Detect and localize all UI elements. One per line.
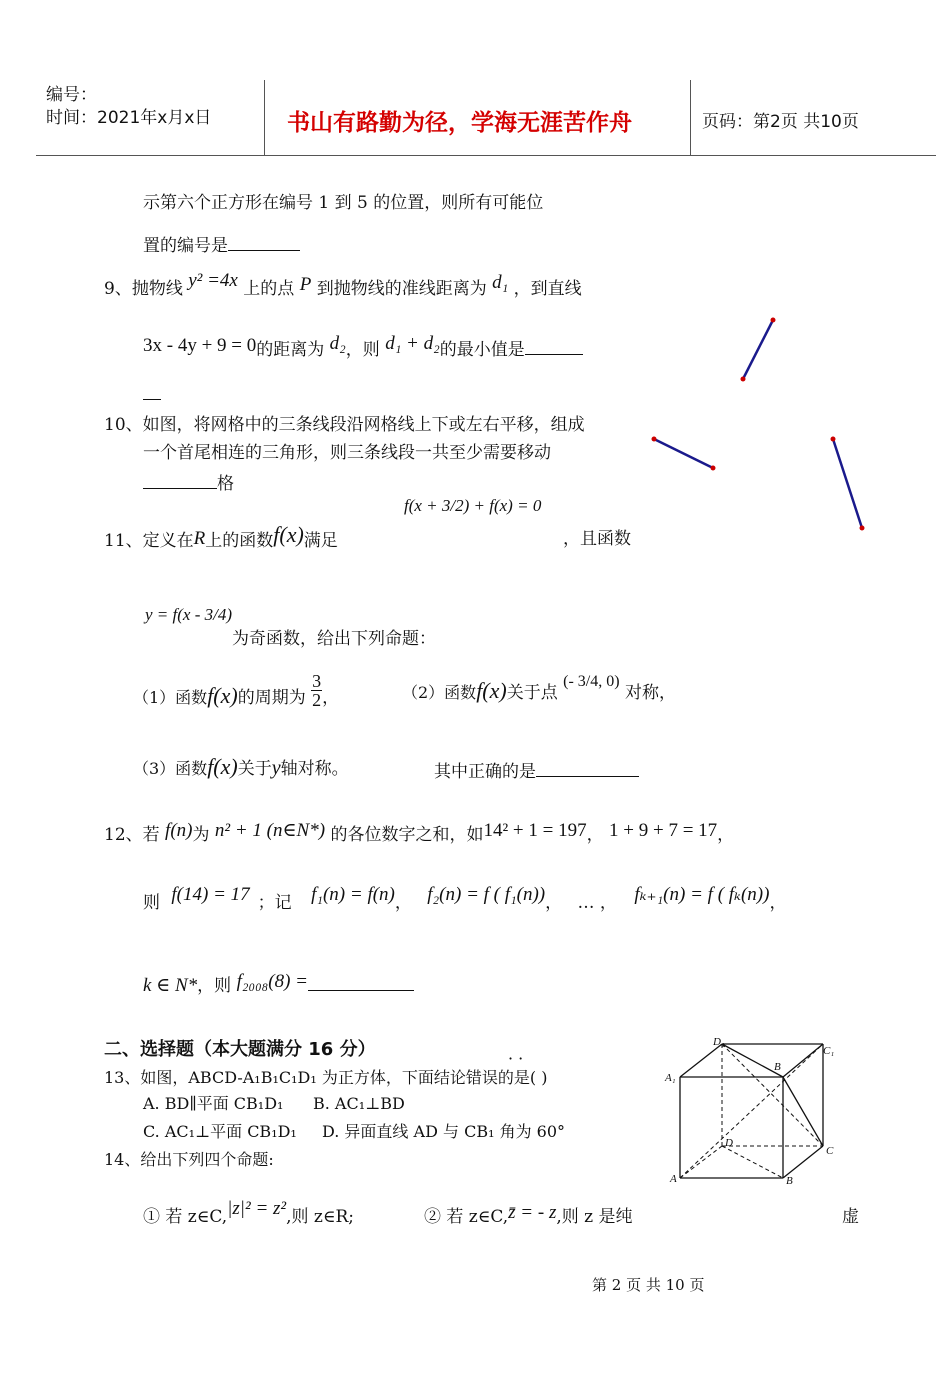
q14-c2c: 虚 <box>842 1207 859 1227</box>
q12-ex1: 14² + 1 = 197 <box>483 820 587 841</box>
q8-line2 <box>143 232 300 257</box>
q12-t2: 的各位数字之和，如 <box>330 825 484 845</box>
q10-unit: 格 <box>217 474 234 494</box>
q11-p1c: ， <box>322 688 340 708</box>
emphasis-dots: · · <box>508 1049 524 1068</box>
q13-optA: A. BD∥平面 CB₁D₁ <box>143 1094 284 1113</box>
q11-t1: 上的函数 <box>205 531 274 551</box>
q12-ji: ；记 <box>257 893 292 913</box>
code-label: 编号： <box>46 85 97 105</box>
hidden-B-D <box>722 1146 783 1178</box>
motto: 书山有路勤为径，学海无涯苦作舟 <box>287 110 632 136</box>
header-divider-left <box>264 80 265 156</box>
edge-B-C <box>783 1146 823 1178</box>
q14-line1b <box>424 1202 633 1228</box>
q13-stem: 13、如图，ABCD-A₁B₁C₁D₁ 为正方体，下面结论错误的是( ) <box>104 1068 548 1087</box>
answer-blank <box>143 470 217 489</box>
q11-y: y <box>271 757 281 779</box>
q12-fn: f(n) <box>165 820 193 841</box>
q9-t3: ，到直线 <box>513 279 582 299</box>
q11-R: R <box>193 528 206 549</box>
hidden-D1-C <box>722 1044 823 1146</box>
q12-num: 12、若 <box>104 825 160 845</box>
label-A: A <box>670 1173 677 1185</box>
q14-c1a: ① 若 z∈C, <box>143 1207 228 1227</box>
q11-which <box>434 758 639 783</box>
q9-line2 <box>143 333 583 361</box>
q14-c2a: ② 若 z∈C, <box>424 1207 509 1227</box>
q14-stem: 14、给出下列四个命题: <box>104 1150 274 1169</box>
q14-c1b: ,则 z∈R; <box>286 1207 354 1227</box>
q11-condition <box>404 496 541 516</box>
q9-t5: ，则 <box>345 340 380 360</box>
edge-B1-C1 <box>783 1044 823 1077</box>
q11-yfunc: y = f(x - 3/4) <box>145 605 232 624</box>
q11-p1b: 的周期为 <box>237 688 306 708</box>
answer-blank <box>536 758 639 777</box>
q9-sum: d₁ + d₂ <box>385 333 440 354</box>
q11-prop1 <box>133 671 340 717</box>
time-label: 时间：2021年x月x日 <box>46 108 212 128</box>
segment-b-end2 <box>711 466 716 471</box>
q12-ex2: 1 + 9 + 7 = 17 <box>609 820 718 841</box>
q12-f2: f₂(n) = f ( f₁(n)) <box>427 884 546 905</box>
page-footer: 第 2 页 共 10 页 <box>592 1276 705 1294</box>
page-info: 页码：第2页 共10页 <box>702 112 859 132</box>
answer-blank <box>228 232 300 251</box>
edge-B1-C <box>783 1077 823 1146</box>
label-A1: A₁ <box>665 1072 676 1084</box>
q11-p2c: 对称， <box>624 683 676 703</box>
q11-p2b: 关于点 <box>506 683 558 703</box>
q10-line3 <box>143 470 234 495</box>
q13-optB: B. AC₁⊥BD <box>313 1094 405 1113</box>
segment-b <box>654 439 713 468</box>
q9-line1 <box>104 270 582 300</box>
answer-blank <box>308 972 414 991</box>
segment-a-end2 <box>741 377 746 382</box>
q12-fk: fₖ₊₁(n) = f ( fₖ(n)) <box>634 884 770 905</box>
q12-f1: f₁(n) = f(n) <box>311 884 395 905</box>
label-C1: C₁ <box>823 1045 835 1057</box>
q11-p3b: 关于 <box>237 759 272 779</box>
q11-t4: 为奇函数，给出下列命题： <box>232 629 436 649</box>
q8-line2-text: 置的编号是 <box>143 236 228 256</box>
q9-t1: 上的点 <box>243 279 295 299</box>
period-fraction: $\frac{3}{2}$ <box>312 671 322 710</box>
q10-segments-figure <box>640 310 880 540</box>
q11-p3-fx: f(x) <box>207 754 238 779</box>
q9-d2: d₂ <box>329 333 346 354</box>
q12-f14: f(14) = 17 <box>171 884 250 905</box>
label-D: D <box>725 1137 733 1149</box>
q11-condition-expr: f(x + 3/2) + f(x) = 0 <box>404 496 542 515</box>
cube-figure <box>660 1032 850 1192</box>
q11-line1 <box>104 522 338 552</box>
q14-c2b: ,则 z 是纯 <box>556 1207 633 1227</box>
q11-p1a: （1）函数 <box>133 688 208 707</box>
label-C: C <box>826 1145 834 1157</box>
q11-prop3 <box>133 756 349 780</box>
q13-optC: C. AC₁⊥平面 CB₁D₁ <box>143 1122 297 1141</box>
segment-c-end1 <box>831 437 836 442</box>
q13-optD: D. 异面直线 AD 与 CB₁ 角为 60° <box>322 1122 566 1141</box>
label-D1: D₁ <box>713 1036 725 1048</box>
segment-a <box>743 320 773 379</box>
segment-b-end1 <box>652 437 657 442</box>
q10-line1: 10、如图，将网格中的三条线段沿网格线上下或左右平移，组成 <box>104 415 585 435</box>
q12-ze2: ，则 <box>197 976 232 996</box>
answer-blank <box>525 336 583 355</box>
q11-p2a: （2）函数 <box>402 683 477 702</box>
q9-num: 9、抛物线 <box>104 279 183 299</box>
segment-c <box>833 439 862 528</box>
q9-line-eq: 3x - 4y + 9 = 0 <box>143 335 257 356</box>
q9-d1: d₁ <box>492 272 509 293</box>
q9-t4: 的距离为 <box>256 340 325 360</box>
q11-which-text: 其中正确的是 <box>434 762 536 782</box>
q11-p3c: 轴对称。 <box>280 759 349 779</box>
q12-t1: 为 <box>192 825 210 845</box>
q9-blank-tail <box>143 399 161 400</box>
q12-k: k ∈ N* <box>143 975 198 996</box>
q12-expr: n² + 1 (n∈N*) <box>214 820 326 841</box>
q11-prop2 <box>402 673 676 705</box>
q11-num: 11、定义在 <box>104 531 194 551</box>
q11-p1-fx: f(x) <box>207 683 238 708</box>
q11-t3: ，且函数 <box>563 529 631 549</box>
label-B1: B <box>774 1061 781 1073</box>
q12-line3 <box>143 972 414 997</box>
q11-p2-point: (- 3/4, 0) <box>563 673 620 690</box>
header-divider-right <box>690 80 691 156</box>
q9-t6: 的最小值是 <box>439 340 525 360</box>
q11-p2-fx: f(x) <box>476 678 507 703</box>
q10-line2: 一个首尾相连的三角形，则三条线段一共至少需要移动 <box>143 443 551 463</box>
q12-line1: 12、若 f(n)为 n² + 1 (n∈N*) 的各位数字之和，如14² + 1 = 197， 1 + 9 + 7 = 17， <box>104 820 735 845</box>
q9-parabola: y² =4x <box>188 270 238 291</box>
q11-fx: f(x) <box>273 522 304 547</box>
q11-p3a: （3）函数 <box>133 759 208 778</box>
q9-t2: 到抛物线的准线距离为 <box>316 279 487 299</box>
q12-line2: 则 f(14) = 17 ；记 f₁(n) = f(n)， f₂(n) = f ( f₁(n))， … ， fₖ₊₁(n) = f ( fₖ(n))， <box>143 884 787 913</box>
q8-line1: 示第六个正方形在编号 1 到 5 的位置，则所有可能位 <box>143 193 544 213</box>
segment-c-end2 <box>860 526 865 531</box>
segment-a-end1 <box>771 318 776 323</box>
q11-line2 <box>145 605 436 649</box>
header-bottom-rule <box>36 155 936 156</box>
q12-ze: 则 <box>143 893 160 913</box>
edge-A1-D1 <box>680 1044 722 1077</box>
hidden-A-D <box>680 1146 722 1178</box>
q14-c1eq: |z|² = z² <box>227 1198 287 1219</box>
q14-c2eq: z̄ = - z <box>508 1202 557 1223</box>
q9-point: P <box>299 274 312 295</box>
q12-f2008: f₂₀₀₈(8) = <box>236 971 309 992</box>
hidden-A-C1 <box>680 1044 823 1178</box>
q12-dots: … ， <box>577 893 617 913</box>
section-title: 二、选择题（本大题满分 16 分） <box>104 1039 376 1060</box>
q11-t2: 满足 <box>303 531 338 551</box>
label-B: B <box>786 1175 793 1187</box>
q14-line1 <box>143 1198 354 1228</box>
